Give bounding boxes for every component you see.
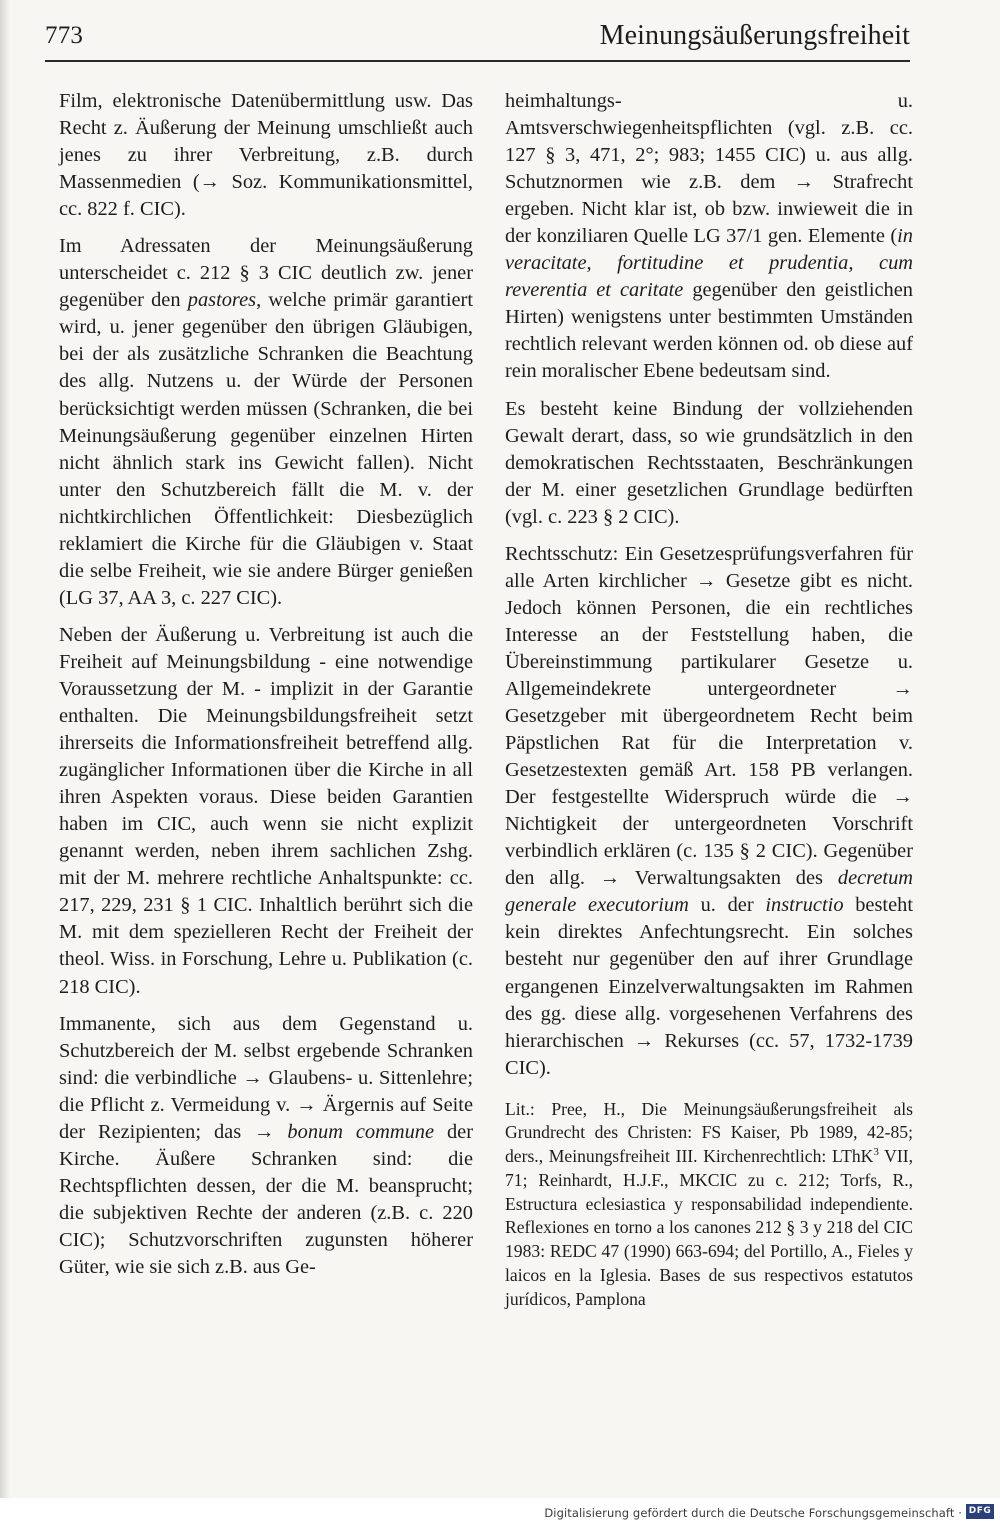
paragraph-text: Immanente, sich aus dem Gegenstand u. Schutzbereich der M. selbst ergebende Schranken sind: die verbindliche → Glaubens- u. Sittenlehre; die Pflicht z. Vermeidung v. → Ärgernis auf Seite der Rezipienten; das → — [59, 1012, 473, 1143]
italic-term: instructio — [765, 894, 844, 917]
paragraph-text: gegenüber den geistlichen Hirten) wenigstens unter bestimmten Umständen rechtlich relevant werden können od. ob diese auf rein moralischer Ebene bedeutsam sind. — [505, 279, 913, 383]
italic-term: bonum commune — [287, 1120, 435, 1143]
paragraph — [505, 88, 913, 386]
paragraph — [59, 622, 473, 1001]
paragraph-text: Rechtsschutz: Ein Gesetzesprüfungsverfahren für alle Arten kirchlicher → Gesetze gibt es nicht. Jedoch können Personen, die ein rechtliches Interesse an der Feststellung haben, die Übereinstimmung partikularer Gesetze u. Allgemeindekrete untergeordneter → Gesetzgeber mit übergeordnetem Recht beim Päpstlichen Rat für die Interpretation v. Gesetzestexten gemäß Art. 158 PB verlangen. Der festgestellte Widerspruch würde die → Nichtigkeit der untergeordneten Vorschrift verbindlich erklären (c. 135 § 2 CIC). Gegenüber den allg. → Verwaltungsakten des — [505, 542, 913, 890]
paragraph-text: Neben der Äußerung u. Verbreitung ist auch die Freiheit auf Meinungsbildung - eine notwendige Voraussetzung der M. - implizit in der Garantie enthalten. Die Meinungsbildungsfreiheit setzt ihrerseits die Informationsfreiheit betreffend allg. zugänglicher Informationen über die Kirche in all ihren Aspekten voraus. Diese beiden Garantien haben im CIC, auch wenn sie nicht explizit genannt werden, neben ihrem sachlichen Zshg. mit der M. mehrere rechtliche Anhaltspunkte: cc. 217, 229, 231 § 1 CIC. Inhaltlich berührt sich die M. mit dem spezielleren Recht der Freiheit der theol. Wiss. in Forschung, Lehre u. Publikation (c. 218 CIC). — [59, 623, 473, 998]
literature-section — [505, 1098, 913, 1312]
header-rule — [45, 60, 910, 62]
paragraph-text: Es besteht keine Bindung der vollziehenden Gewalt derart, dass, so wie grundsätzlich in den demokratischen Rechtsstaaten, Beschränkungen der M. einer gesetzlichen Grundlage bedürften (vgl. c. 223 § 2 CIC). — [505, 397, 913, 528]
paragraph-text: heimhaltungs- u. Amtsverschwiegenheitspflichten (vgl. z.B. cc. 127 § 3, 471, 2°; 983; 1455 CIC) u. aus allg. Schutznormen wie z.B. dem → Strafrecht ergeben. Nicht klar ist, ob bzw. inwieweit die in der konziliaren Quelle LG 37/1 gen. Elemente ( — [505, 90, 913, 248]
italic-quote: in veracitate, fortitudine et prudentia, cum reverentia et caritate — [505, 225, 913, 302]
literature-text: Lit.: Pree, H., Die Meinungsäußerungsfreiheit als Grundrecht des Christen: FS Kaiser, Pb 1989, 42-85; ders., Meinungsfreiheit III. Kirchenrechtlich: LThK — [505, 1098, 913, 1167]
dfg-logo: DFG — [966, 1504, 994, 1519]
scan-edge — [0, 0, 10, 1525]
literature-text: VII, 71; Reinhardt, H.J.F., MKCIC zu c. 212; Torfs, R., Estructura eclesiastica y responsabilidad independiente. Reflexiones en torno a los canones 212 § 3 y 218 del CIC 1983: REDC 47 (1990) 663-694; del Portillo, A., Fieles y laicos en la Iglesia. Bases de sus respectivos estatutos jurídicos, Pamplona — [505, 1146, 913, 1309]
left-column — [59, 88, 473, 1291]
superscript: 3 — [873, 1146, 879, 1159]
italic-term: decretum generale executorium — [505, 867, 913, 917]
italic-term: pastores — [187, 289, 257, 312]
paragraph-text: u. der — [688, 894, 766, 917]
paragraph-text: Film, elektronische Datenübermittlung usw. Das Recht z. Äußerung der Meinung umschließt auch jenes zu ihrer Verbreitung, z.B. durch Massenmedien (→ Soz. Kommunikationsmittel, cc. 822 f. CIC). — [59, 90, 473, 221]
paragraph — [505, 541, 913, 1082]
paragraph — [59, 1011, 473, 1281]
paragraph-text: der Kirche. Äußere Schranken sind: die Rechtspflichten dessen, der die M. beansprucht; die subjektiven Rechte der anderen (z.B. c. 220 CIC); Schutzvorschriften zugunsten höherer Güter, wie sie sich z.B. aus Ge- — [59, 1120, 473, 1278]
paragraph — [59, 88, 473, 223]
paragraph-text: besteht kein direktes Anfechtungsrecht. Ein solches besteht nur gegenüber den auf ihrer Grundlage ergangenen Einzelverwaltungsakten im Rahmen des gg. diese allg. vorgesehenen Verfahrens des hierarchischen → Rekurses (cc. 57, 1732-1739 CIC). — [505, 894, 913, 1079]
paragraph-text: , welche primär garantiert wird, u. jener gegenüber den übrigen Gläubigen, bei der als zusätzliche Schranken die Beachtung des allg. Nutzens u. der Würde der Personen berücksichtigt werden müssen (Schranken, die bei Meinungsäußerung gegenüber einzelnen Hirten nicht ähnlich stark ins Gewicht fallen). Nicht unter den Schutzbereich fällt die M. v. der nichtkirchlichen Öffentlichkeit: Diesbezüglich reklamiert die Kirche für die Gläubigen v. Staat die selbe Freiheit, wie sie andere Bürger genießen (LG 37, AA 3, c. 227 CIC). — [59, 289, 473, 609]
paragraph-text: Im Adressaten der Meinungsäußerung unterscheidet c. 212 § 3 CIC deutlich zw. jener gegenüber den — [59, 235, 473, 312]
page-header — [45, 18, 910, 62]
paragraph — [505, 396, 913, 531]
page-number: 773 — [45, 22, 84, 49]
right-column — [505, 88, 913, 1311]
running-head: Meinungsäußerungsfreiheit — [599, 20, 910, 51]
digitization-credit: Digitalisierung gefördert durch die Deutsche Forschungsgemeinschaft · — [544, 1506, 962, 1520]
paragraph — [59, 233, 473, 612]
